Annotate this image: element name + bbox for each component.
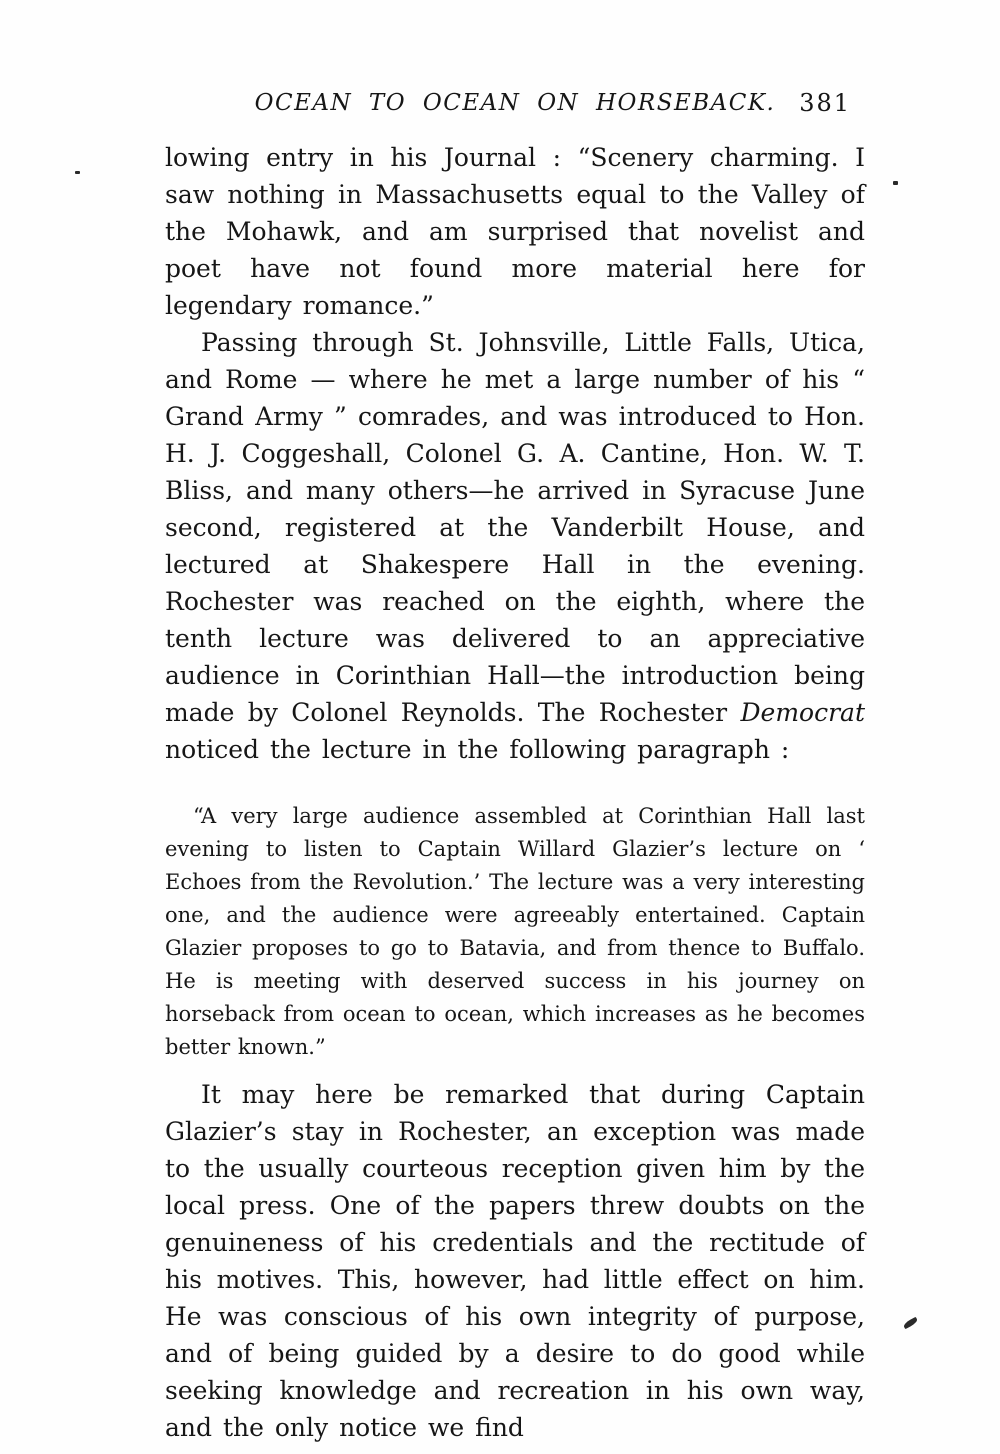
text-block [165, 139, 865, 1446]
page-header [165, 90, 865, 124]
ink-speck [902, 1317, 918, 1329]
ink-speck [893, 181, 898, 185]
paragraph-passing-through [165, 324, 865, 768]
italic-newspaper-name: Democrat [740, 698, 865, 727]
page-number: 381 [799, 89, 851, 117]
paragraph-journal-quote: lowing entry in his Journal : “Scenery charming. I saw nothing in Massachusetts equal to the Valley of the Mohawk, and am surprised that novelist and poet have not found more material here for legendary romance.” [165, 143, 865, 320]
ink-speck [75, 171, 80, 174]
blockquote-democrat-notice: “A very large audience assembled at Corinthian Hall last evening to listen to Captain Willard Glazier’s lecture on ‘ Echoes from the Revolution.’ The lecture was a very interesting one, and the audience were agreeably entertained. Captain Glazier proposes to go to Batavia, and from thence to Buffalo. He is meeting with deserved success in his journey on horseback from ocean to ocean, which increases as he becomes better known.” [165, 804, 865, 1059]
paragraph-it-may-here: It may here be remarked that during Captain Glazier’s stay in Rochester, an exception was made to the usually courteous reception given him by the local press. One of the papers threw doubts on the genuineness of his credentials and the rectitude of his motives. This, however, had little effect on him. He was conscious of his own integrity of purpose, and of being guided by a desire to do good while seeking knowledge and recreation in his own way, and the only notice we find [165, 1080, 865, 1442]
paragraph-text-after: noticed the lecture in the following paragraph : [165, 735, 790, 764]
running-title: OCEAN TO OCEAN ON HORSEBACK. [254, 90, 776, 116]
paragraph-text-before: Passing through St. Johnsville, Little Falls, Utica, and Rome — where he met a large number of his “ Grand Army ” comrades, and was introduced to Hon. H. J. Coggeshall, Colonel G. A. Cantine, Hon. W. T. Bliss, and many others—he arrived in Syracuse June second, registered at the Vanderbilt House, and lectured at Shakespere Hall in the evening. Rochester was reached on the eighth, where the tenth lecture was delivered to an appreciative audience in Corinthian Hall—the introduction being made by Colonel Reynolds. The Rochester [165, 328, 865, 727]
